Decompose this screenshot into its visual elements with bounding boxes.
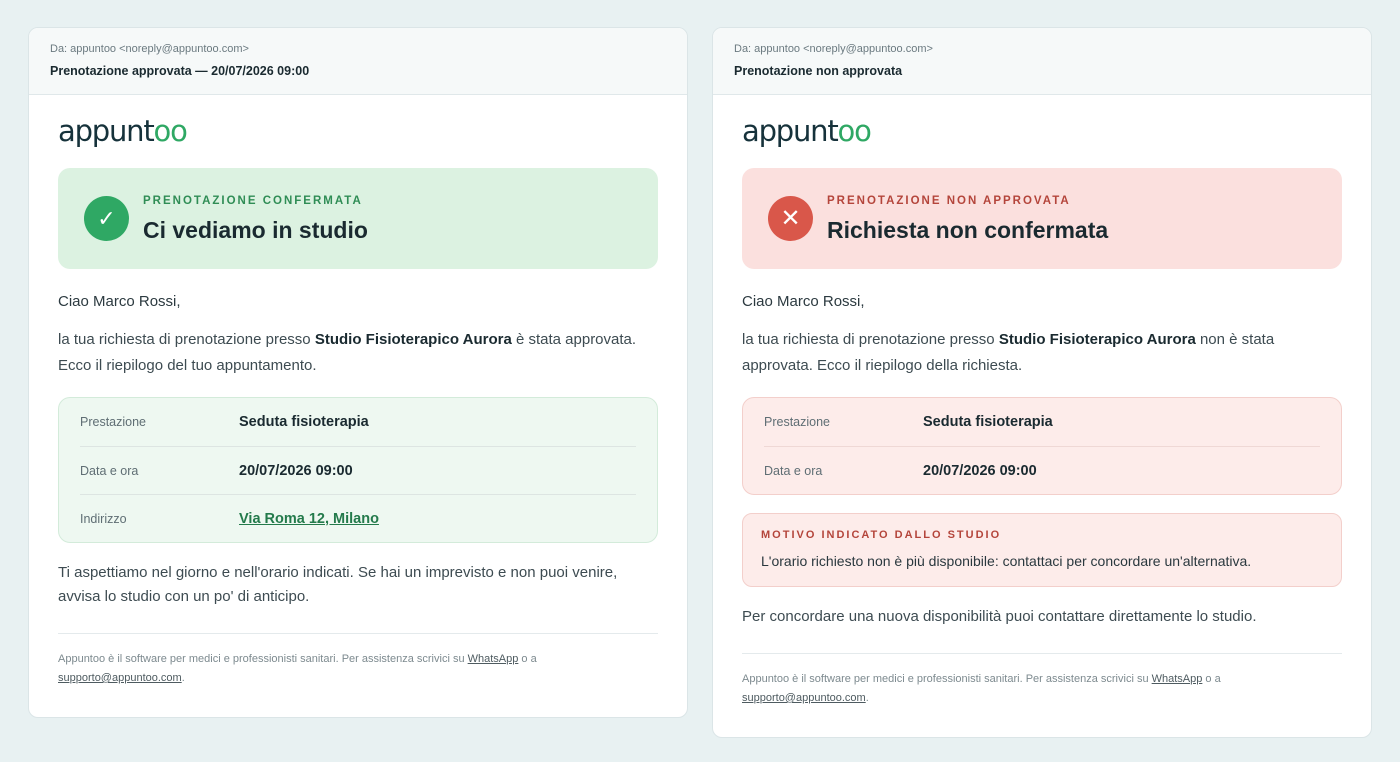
approved-email-card	[28, 27, 688, 718]
email-body	[29, 95, 687, 688]
intro-paragraph: la tua richiesta di prenotazione presso Studio Fisioterapico Aurora è stata approvata. Ecco il riepilogo del tuo appuntamento.	[58, 331, 637, 374]
appuntoo-logo: appuntoo	[58, 114, 187, 148]
reason-kicker: MOTIVO INDICATO DALLO STUDIO	[761, 529, 1002, 541]
email-subject: Prenotazione approvata — 20/07/2026 09:00	[50, 64, 310, 78]
greeting: Ciao Marco Rossi,	[742, 293, 865, 310]
whatsapp-link[interactable]: WhatsApp	[467, 653, 519, 665]
greeting: Ciao Marco Rossi,	[58, 293, 181, 310]
support-email-link[interactable]: supporto@appuntoo.com	[742, 692, 866, 704]
status-kicker: PRENOTAZIONE CONFERMATA	[143, 195, 363, 207]
email-footer: Appuntoo è il software per medici e professionisti sanitari. Per assistenza scrivici su WhatsApp o a supporto@appuntoo.com.	[742, 673, 1221, 704]
rejection-reason-box	[742, 513, 1342, 587]
request-summary	[742, 397, 1342, 495]
summary-row-address: Indirizzo Via Roma 12, Milano	[80, 494, 636, 542]
appointment-summary	[58, 397, 658, 543]
summary-row-service: Prestazione Seduta fisioterapia	[764, 414, 1053, 430]
summary-row-datetime: Data e ora 20/07/2026 09:00	[764, 446, 1320, 494]
email-sender: Da: appuntoo <noreply@appuntoo.com>	[734, 43, 933, 55]
reason-text: L'orario richiesto non è più disponibile: contattaci per concordare un'alternativa.	[761, 553, 1252, 569]
status-kicker: PRENOTAZIONE NON APPROVATA	[827, 195, 1071, 207]
email-header	[29, 28, 687, 95]
summary-row-service: Prestazione Seduta fisioterapia	[80, 414, 369, 430]
appuntoo-logo: appuntoo	[742, 114, 871, 148]
closing-paragraph: Per concordare una nuova disponibilità puoi contattare direttamente lo studio.	[742, 608, 1257, 625]
email-subject: Prenotazione non approvata	[734, 64, 903, 78]
address-link[interactable]: Via Roma 12, Milano	[239, 510, 379, 527]
rejected-email-card	[712, 27, 1372, 738]
check-icon: ✓	[84, 196, 129, 241]
intro-paragraph: la tua richiesta di prenotazione presso Studio Fisioterapico Aurora non è stata approvata. Ecco il riepilogo della richiesta.	[742, 331, 1275, 374]
email-sender: Da: appuntoo <noreply@appuntoo.com>	[50, 43, 249, 55]
email-footer: Appuntoo è il software per medici e professionisti sanitari. Per assistenza scrivici su WhatsApp o a supporto@appuntoo.com.	[58, 653, 537, 684]
email-body	[713, 95, 1371, 708]
summary-row-datetime: Data e ora 20/07/2026 09:00	[80, 446, 636, 494]
studio-name: Studio Fisioterapico Aurora	[998, 331, 1196, 348]
close-icon: ✕	[768, 196, 813, 241]
support-email-link[interactable]: supporto@appuntoo.com	[58, 672, 182, 684]
whatsapp-link[interactable]: WhatsApp	[1151, 673, 1203, 685]
email-header	[713, 28, 1371, 95]
status-title: Ci vediamo in studio	[143, 217, 368, 243]
closing-paragraph: Ti aspettiamo nel giorno e nell'orario indicati. Se hai un imprevisto e non puoi venire, avvisa lo studio con un po' di anticipo.	[58, 564, 618, 605]
status-title: Richiesta non confermata	[827, 217, 1109, 243]
status-banner	[58, 168, 658, 269]
studio-name: Studio Fisioterapico Aurora	[314, 331, 512, 348]
status-banner	[742, 168, 1342, 269]
